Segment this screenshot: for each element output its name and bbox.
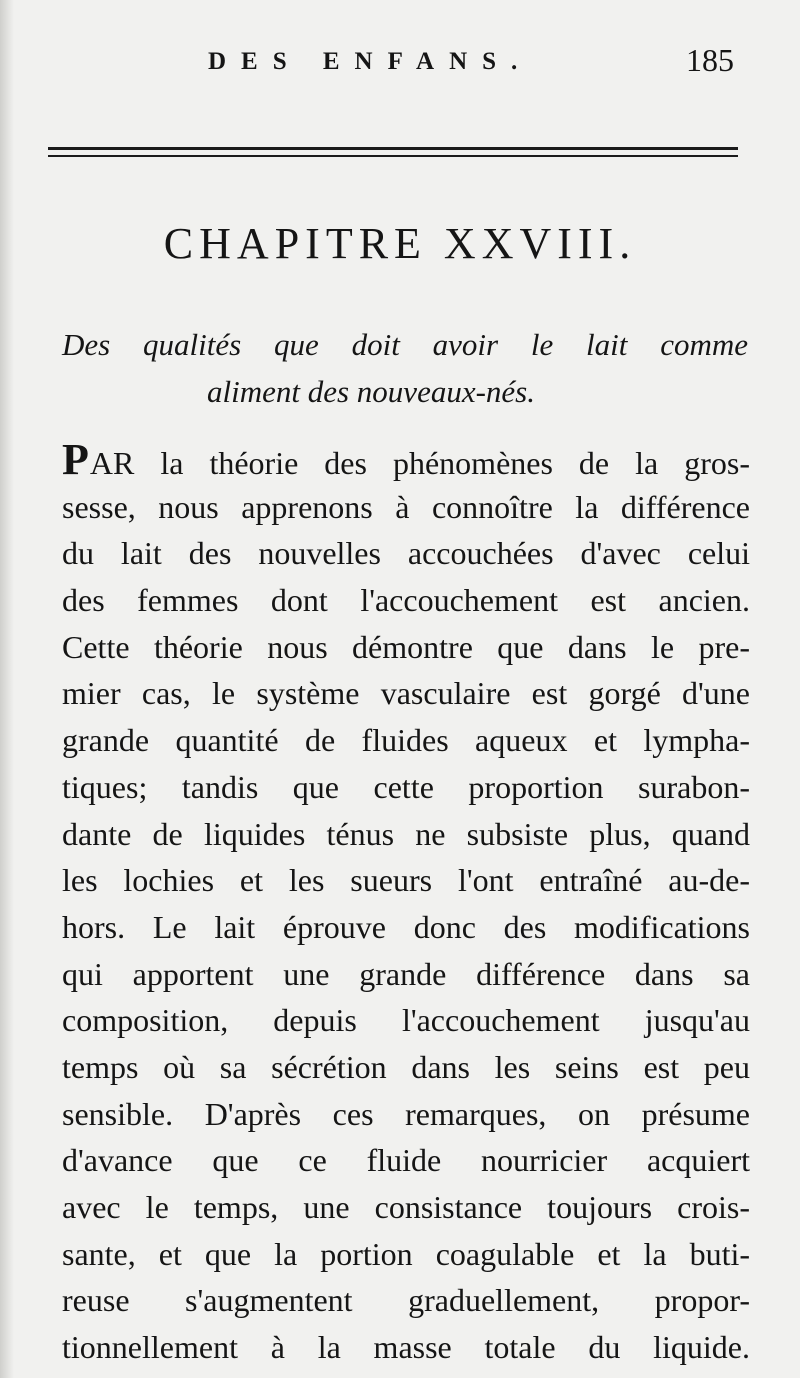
chapter-subtitle <box>62 321 748 415</box>
subtitle-line: aliment des nouveaux-nés. <box>207 374 535 409</box>
chapter-title: CHAPITRE XXVIII. <box>163 219 637 268</box>
text-line: Cette théorie nous démontre que dans le pre- <box>62 628 750 665</box>
text-line: composition, depuis l'accouchement jusqu'au <box>62 1002 750 1039</box>
first-word-rest: AR <box>89 445 135 481</box>
text-line: du lait des nouvelles accouchées d'avec celui <box>62 535 750 572</box>
text-line: temps où sa sécrétion dans les seins est peu <box>62 1048 750 1085</box>
text-line <box>62 437 750 484</box>
text-line: les lochies et les sueurs l'ont entraîné au-de- <box>62 862 750 899</box>
text-line: reuse s'augmentent graduellement, propor- <box>62 1282 750 1319</box>
text-line: d'avance que ce fluide nourricier acquiert <box>62 1142 750 1179</box>
text-line: tionnellement à la masse totale du liquide. <box>62 1329 750 1366</box>
text-line: qui apportent une grande différence dans sa <box>62 955 750 992</box>
initial-letter: P <box>62 435 90 484</box>
text-line: dante de liquides ténus ne subsiste plus, quand <box>62 815 750 852</box>
text-line: hors. Le lait éprouve donc des modifications <box>62 908 750 945</box>
header-rule-thick <box>48 147 738 150</box>
running-head <box>48 44 748 84</box>
text-line: sante, et que la portion coagulable et la buti- <box>62 1235 750 1272</box>
header-rule-thin <box>48 155 738 157</box>
text-line: tiques; tandis que cette proportion surabon- <box>62 768 750 805</box>
text-line: mier cas, le système vasculaire est gorgé d'une <box>62 675 750 712</box>
text-line: des femmes dont l'accouchement est ancien. <box>62 582 750 619</box>
subtitle-line: Des qualités que doit avoir le lait comme <box>62 327 748 362</box>
page-number: 185 <box>686 42 734 78</box>
text-line: sesse, nous apprenons à connoître la différence <box>62 488 750 525</box>
body-paragraph <box>62 437 750 1371</box>
text-line: sensible. D'après ces remarques, on présume <box>62 1095 750 1132</box>
running-title: DES ENFANS. <box>208 48 533 75</box>
text-line-content: la théorie des phénomènes de la gros- <box>160 445 751 481</box>
text-line: grande quantité de fluides aqueux et lympha- <box>62 722 750 759</box>
text-line: avec le temps, une consistance toujours crois- <box>62 1189 750 1225</box>
